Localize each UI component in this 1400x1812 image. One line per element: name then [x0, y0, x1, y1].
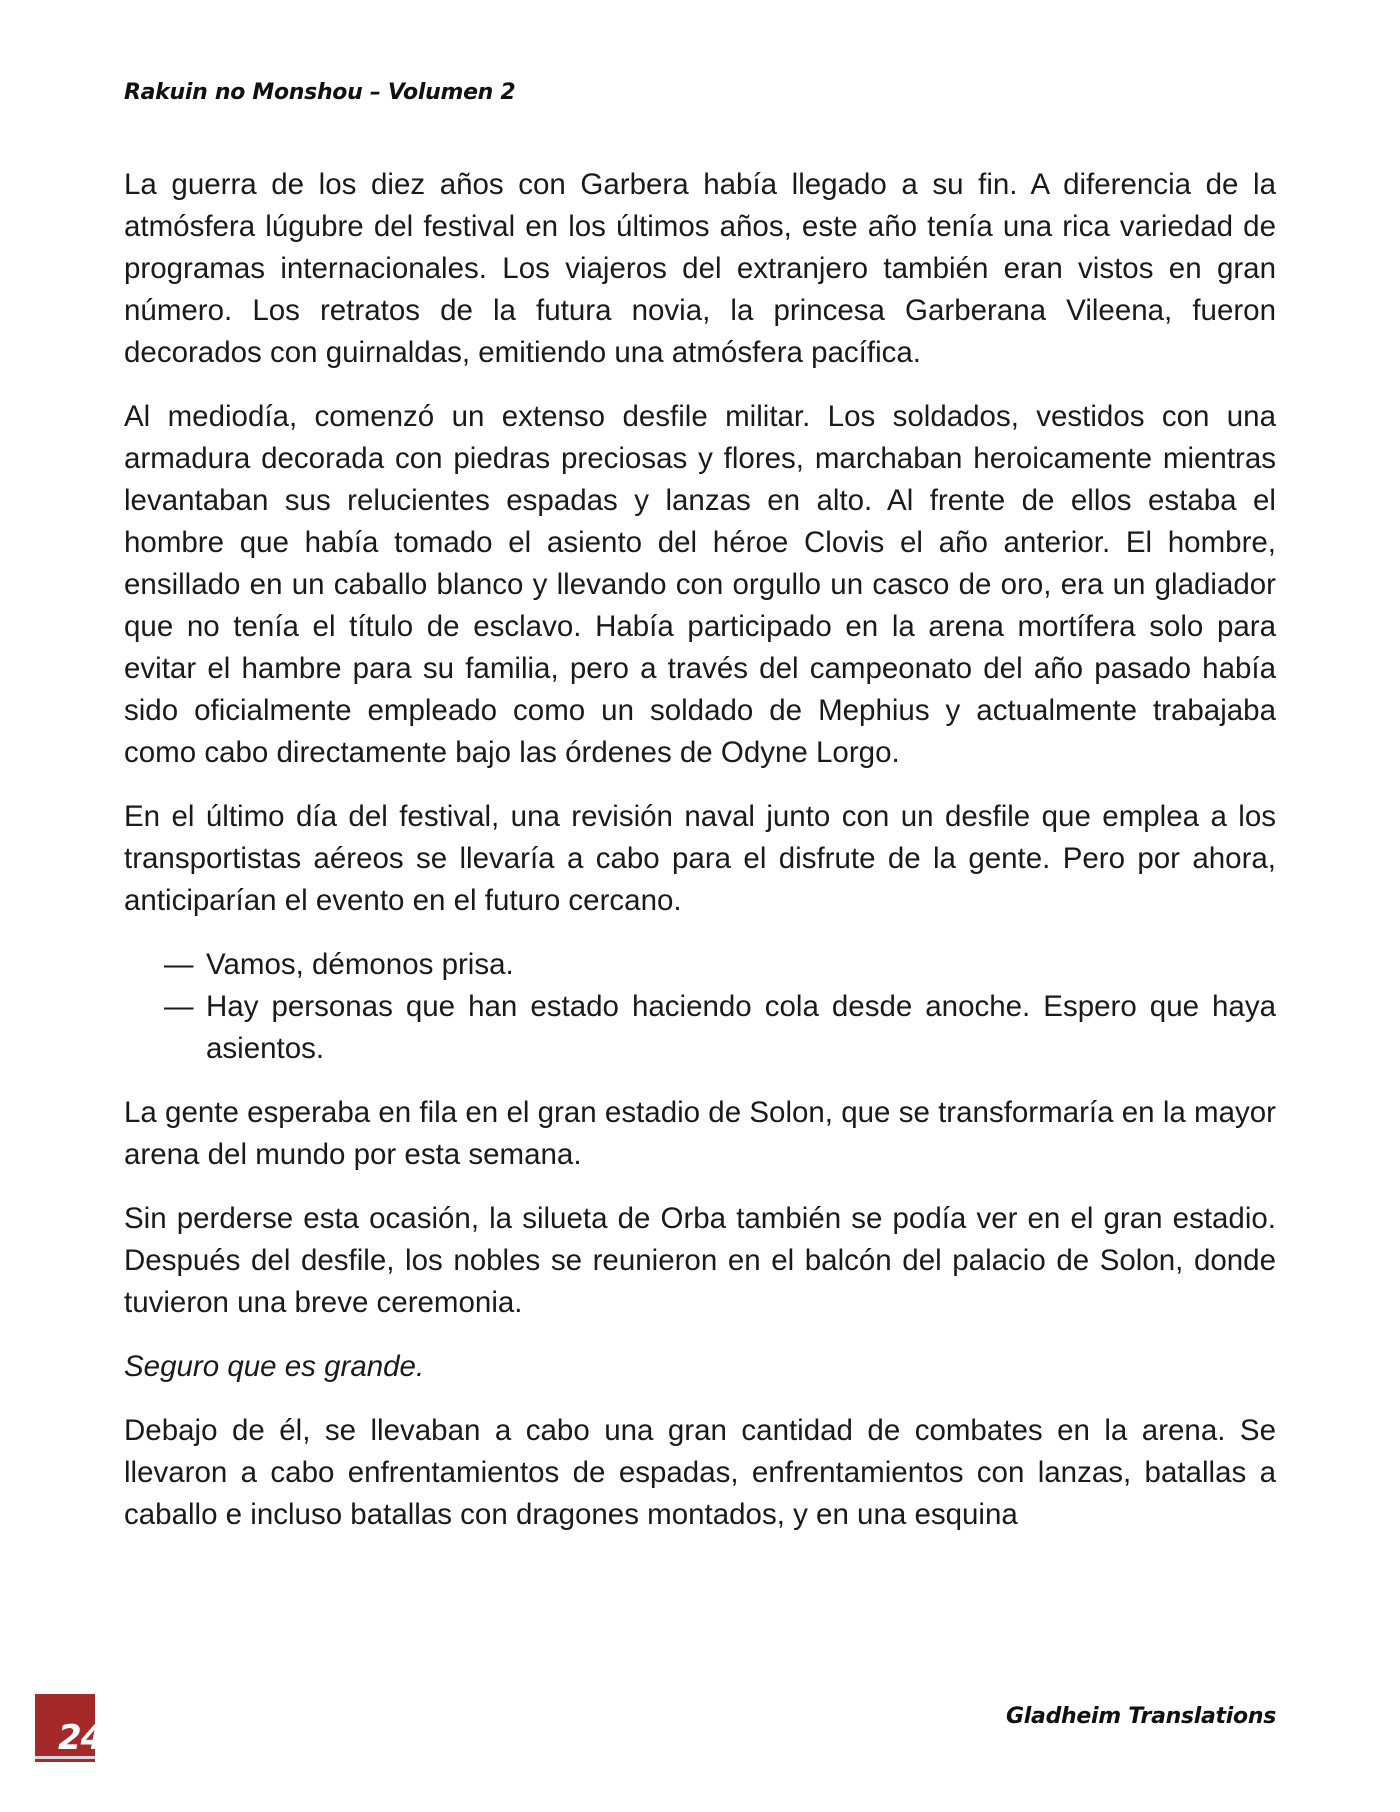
dialogue-dash: —	[164, 990, 194, 1023]
paragraph-4: La gente esperaba en fila en el gran estadio de Solon, que se transformaría en la mayor arena del mundo por esta semana.	[124, 1096, 1276, 1171]
paragraph-3: En el último día del festival, una revisión naval junto con un desfile que emplea a los transportistas aéreos se llevaría a cabo para el disfrute de la gente. Pero por ahora, anticiparían el evento en el futuro cercano.	[124, 800, 1276, 917]
dialogue-text: Hay personas que han estado haciendo cola desde anoche. Espero que haya asientos.	[206, 990, 1276, 1065]
paragraph-1: La guerra de los diez años con Garbera había llegado a su fin. A diferencia de la atmósfera lúgubre del festival en los últimos años, este año tenía una rica variedad de programas internacionales. Los viajeros del extranjero también eran vistos en gran número. Los retratos de la futura novia, la princesa Garberana Vileena, fueron decorados con guirnaldas, emitiendo una atmósfera pacífica.	[124, 168, 1276, 369]
dialogue-dash: —	[164, 948, 194, 981]
footer-credit: Gladheim Translations	[1006, 1704, 1276, 1729]
page-number: 24	[58, 1718, 104, 1758]
document-body	[124, 164, 1276, 1558]
paragraph-2: Al mediodía, comenzó un extenso desfile militar. Los soldados, vestidos con una armadura decorada con piedras preciosas y flores, marchaban heroicamente mientras levantaban sus relucientes espadas y lanzas en alto. Al frente de ellos estaba el hombre que había tomado el asiento del héroe Clovis el año anterior. El hombre, ensillado en un caballo blanco y llevando con orgullo un casco de oro, era un gladiador que no tenía el título de esclavo. Había participado en la arena mortífera solo para evitar el hambre para su familia, pero a través del campeonato del año pasado había sido oficialmente empleado como un soldado de Mephius y actualmente trabajaba como cabo directamente bajo las órdenes de Odyne Lorgo.	[124, 400, 1276, 769]
dialogue-line	[164, 986, 1276, 1070]
paragraph-5: Sin perderse esta ocasión, la silueta de Orba también se podía ver en el gran estadio. Después del desfile, los nobles se reunieron en el balcón del palacio de Solon, donde tuvieron una breve ceremonia.	[124, 1202, 1276, 1319]
paragraph-italic-thought: Seguro que es grande.	[124, 1350, 425, 1383]
paragraph-7: Debajo de él, se llevaban a cabo una gran cantidad de combates en la arena. Se llevaron a cabo enfrentamientos de espadas, enfrentamientos con lanzas, batallas a caballo e incluso batallas con dragones montados, y en una esquina	[124, 1414, 1276, 1531]
dialogue-list	[124, 944, 1276, 1070]
dialogue-line	[164, 944, 1276, 986]
running-header-title: Rakuin no Monshou – Volumen 2	[124, 80, 516, 105]
dialogue-text: Vamos, démonos prisa.	[206, 948, 514, 981]
